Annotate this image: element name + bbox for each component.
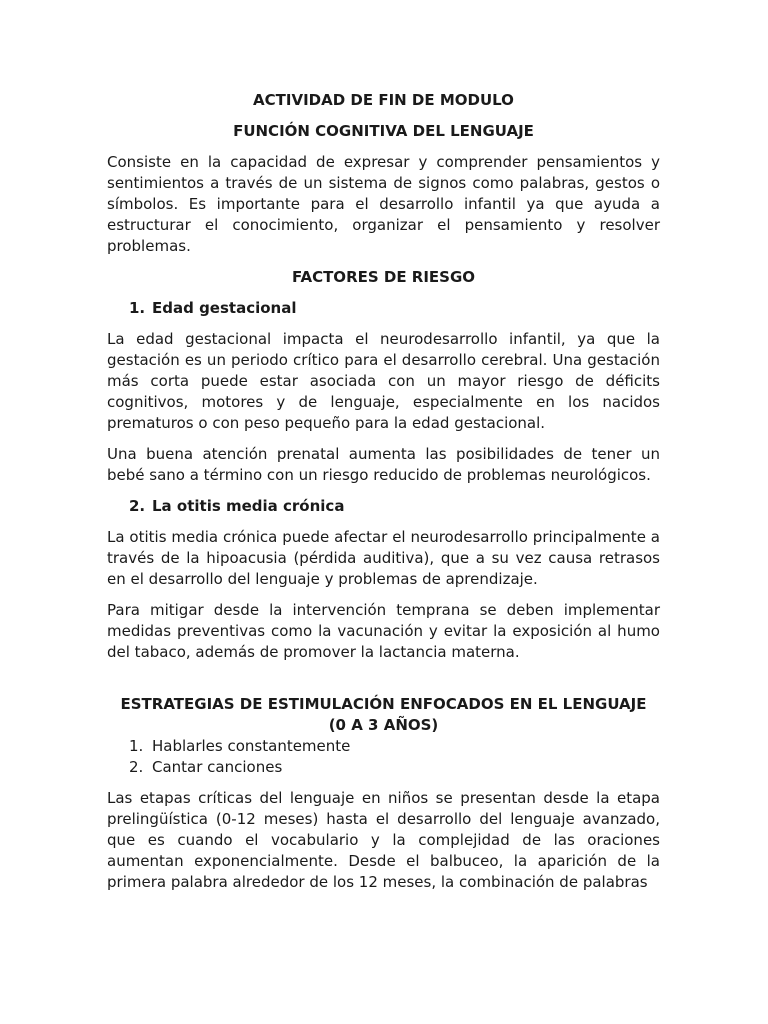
section-title-cognitive-function: FUNCIÓN COGNITIVA DEL LENGUAJE	[233, 122, 534, 140]
section-title-strategies: ESTRATEGIAS DE ESTIMULACIÓN ENFOCADOS EN EL LENGUAJE	[120, 695, 647, 713]
list-item-label: Hablarles constantemente	[152, 737, 351, 755]
risk-factor-2-paragraph-2: Para mitigar desde la intervención temprana se deben implementar medidas preventivas como la vacunación y evitar la exposición al humo del tabaco, además de promover la lactancia materna.	[107, 601, 660, 661]
risk-factor-2-paragraph-1: La otitis media crónica puede afectar el neurodesarrollo principalmente a través de la hipoacusia (pérdida auditiva), que a su vez causa retrasos en el desarrollo del lenguaje y problemas de aprendizaje.	[107, 528, 660, 588]
risk-factor-label-2: La otitis media crónica	[152, 497, 345, 515]
list-item-label: Cantar canciones	[152, 758, 283, 776]
section-title-strategies-age: (0 A 3 AÑOS)	[328, 716, 439, 734]
risk-factor-heading-1	[107, 298, 660, 319]
list-item-number: 1.	[129, 737, 144, 755]
document-title: ACTIVIDAD DE FIN DE MODULO	[253, 91, 514, 109]
intro-paragraph: Consiste en la capacidad de expresar y comprender pensamientos y sentimientos a través de un sistema de signos como palabras, gestos o símbolos. Es importante para el desarrollo infantil ya que ayuda a estructurar el conocimiento, organizar el pensamiento y resolver problemas.	[107, 153, 660, 255]
risk-factor-number-1: 1.	[129, 299, 146, 317]
list-item	[107, 736, 660, 757]
risk-factor-number-2: 2.	[129, 497, 146, 515]
risk-factor-1-paragraph-2: Una buena atención prenatal aumenta las posibilidades de tener un bebé sano a término con un riesgo reducido de problemas neurológicos.	[107, 445, 660, 484]
risk-factor-1-paragraph-1: La edad gestacional impacta el neurodesarrollo infantil, ya que la gestación es un periodo crítico para el desarrollo cerebral. Una gestación más corta puede estar asociada con un mayor riesgo de déficits cognitivos, motores y de lenguaje, especialmente en los nacidos prematuros o con peso pequeño para la edad gestacional.	[107, 330, 660, 432]
risk-factor-label-1: Edad gestacional	[152, 299, 297, 317]
list-item-number: 2.	[129, 758, 144, 776]
list-item	[107, 757, 660, 778]
closing-paragraph: Las etapas críticas del lenguaje en niños se presentan desde la etapa prelingüística (0-12 meses) hasta el desarrollo del lenguaje avanzado, que es cuando el vocabulario y la complejidad de las oraciones aumentan exponencialmente. Desde el balbuceo, la aparición de la primera palabra alrededor de los 12 meses, la combinación de palabras	[107, 789, 660, 891]
risk-factor-heading-2	[107, 496, 660, 517]
document-page	[107, 90, 660, 893]
strategies-list	[107, 736, 660, 778]
section-title-risk-factors: FACTORES DE RIESGO	[291, 268, 476, 286]
blank-line	[107, 663, 660, 694]
